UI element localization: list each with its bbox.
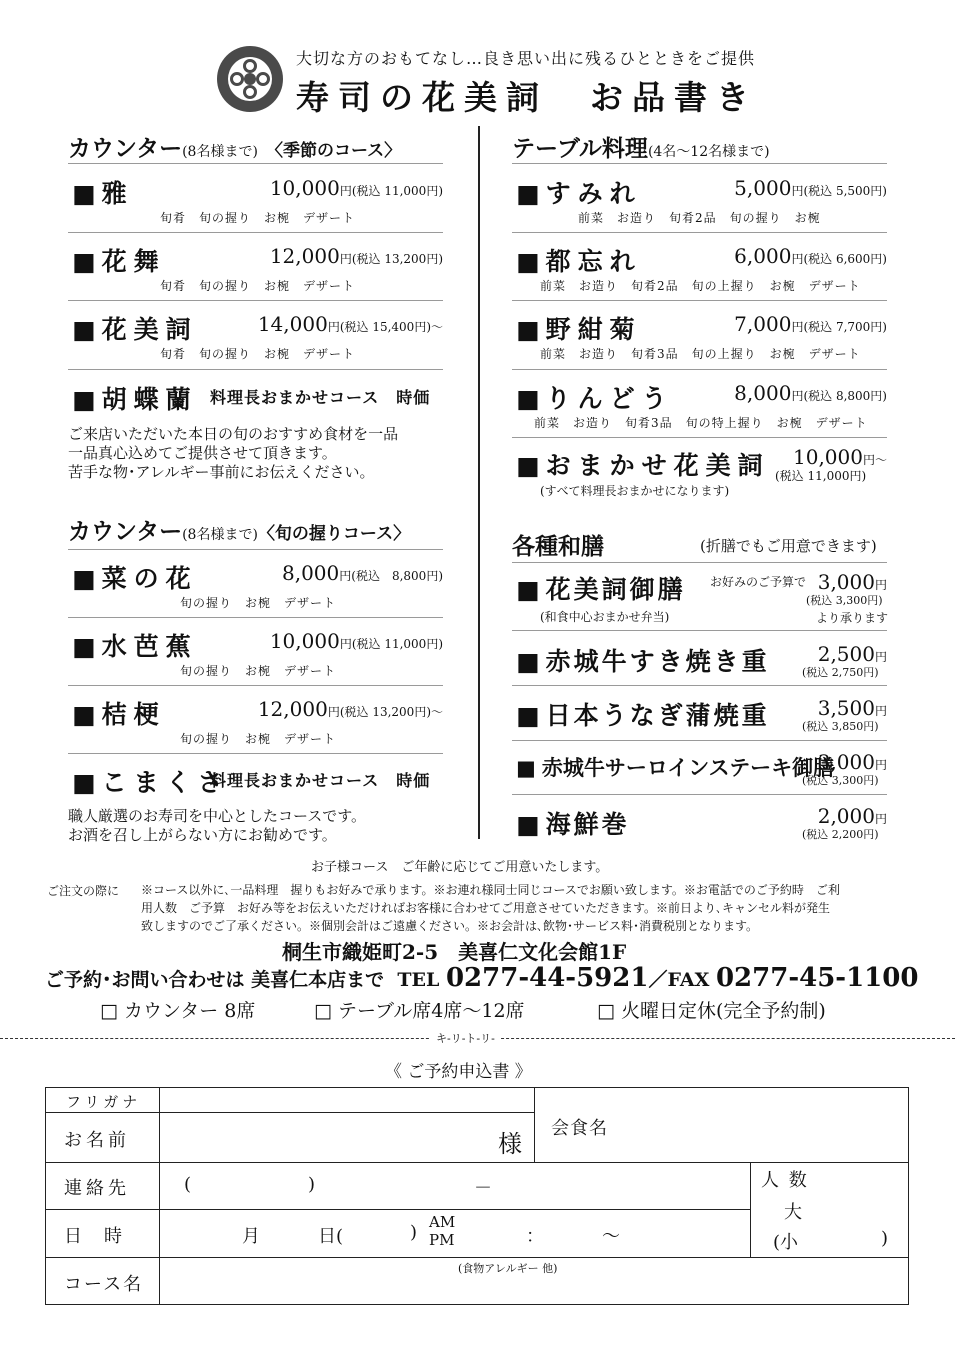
allergy-label: (食物アレルギー 他) bbox=[458, 1262, 558, 1275]
datetime-input[interactable] bbox=[196, 1211, 746, 1255]
menu-item-price: 2,000円 bbox=[817, 804, 887, 828]
menu-item-name: ■ すみれ bbox=[516, 179, 642, 208]
menu-item-name: ■ 花美詞 bbox=[72, 315, 198, 344]
contact-line: ご予約･お問い合わせは 美喜仁本店まで TEL 0277-44-5921／FAX 0277-45-1100 bbox=[45, 963, 919, 993]
date-label: 日 時 bbox=[64, 1226, 124, 1247]
course-note: ご来店いただいた本日の旬のおすすめ食材を一品 一品真心込めてご提供させて頂きます。 苦手な物･アレルギー事前にお伝えください。 bbox=[68, 425, 399, 481]
zen-note: (折膳でもご用意できます) bbox=[700, 537, 877, 555]
menu-item-price: 3,500円 bbox=[817, 696, 887, 720]
time-colon: ： bbox=[526, 1226, 544, 1247]
menu-item-price: 10,000円～ bbox=[793, 445, 887, 469]
order-notes: ※コース以外に､一品料理 握りもお好みで承ります。※お連れ様同士同じコースでお願い致します。※お電話でのご予約時 ご利 用人数 ご予算 お好み等をお伝えいただければお客様に合わせてご用意させていただきます。※前日より､キャンセル料が発生 致しますのでご了承ください。※個別会計はご遠慮ください。※お会計は､飲物･サービス料･消費税別となります。 bbox=[141, 883, 840, 933]
child-label: (小 bbox=[773, 1232, 799, 1253]
menu-item-desc: 前菜 お造り 旬肴3品 旬の上握り お椀 デザート bbox=[540, 347, 861, 361]
section-counter-nigiri-title: カウンター(8名様まで)〈旬の握りコース〉 bbox=[68, 518, 411, 545]
menu-item-desc: 旬肴 旬の握り お椀 デザート bbox=[160, 211, 356, 225]
time-tilde: ～ bbox=[602, 1226, 620, 1247]
menu-item-price: 12,000円(税込 13,200円) bbox=[269, 244, 443, 268]
section-counter-seasonal-title: カウンター(8名様まで) 〈季節のコース〉 bbox=[68, 135, 402, 162]
market-price-label: 料理長おまかせコース 時価 bbox=[210, 388, 431, 407]
fax-number: 0277-45-1100 bbox=[715, 963, 919, 993]
menu-item-price: 5,000円(税込 5,500円) bbox=[734, 176, 887, 200]
menu-item-price: 8,000円(税込 8,800円) bbox=[734, 381, 887, 405]
phone-input[interactable] bbox=[196, 1164, 746, 1208]
market-price-label: 料理長おまかせコース 時価 bbox=[210, 771, 431, 790]
seat-counter-check: □ カウンター 8席 bbox=[100, 1000, 256, 1022]
form-title: 《 ご予約申込書 》 bbox=[385, 1062, 532, 1082]
menu-item-price: 12,000円(税込 13,200円)～ bbox=[257, 697, 443, 721]
tagline: 大切な方のおもてなし…良き思い出に残るひとときをご提供 bbox=[296, 49, 756, 68]
month-label: 月 bbox=[242, 1226, 260, 1247]
section-zen-title: 各種和膳 bbox=[512, 533, 604, 560]
menu-item-price: 8,000円(税込 8,800円) bbox=[282, 561, 443, 585]
menu-item-price: 10,000円(税込 11,000円) bbox=[269, 629, 443, 653]
ampm-label: AM PM bbox=[429, 1213, 456, 1249]
seat-table-check: □ テーブル席4席～12席 bbox=[314, 1000, 525, 1022]
menu-item-price: 3,000円 bbox=[817, 570, 887, 594]
menu-item-name: ■ 赤城牛サーロインステーキ御膳 bbox=[516, 755, 835, 780]
course-note: 職人厳選のお寿司を中心としたコースです。 お酒を召し上がらない方にお勧めです。 bbox=[68, 807, 367, 844]
menu-item-tax: (税込 11,000円) bbox=[775, 469, 867, 483]
furigana-input[interactable] bbox=[160, 1088, 534, 1112]
menu-item-tax: (税込 3,300円) bbox=[806, 594, 883, 607]
day-label: 日( bbox=[318, 1226, 344, 1247]
menu-item-name: ■ 海鮮巻 bbox=[516, 810, 630, 839]
paren-close: ) bbox=[308, 1174, 316, 1195]
contact-label: 連絡先 bbox=[64, 1178, 130, 1199]
budget-after: より承ります bbox=[816, 611, 889, 625]
menu-item-special: ■ 胡蝶蘭 bbox=[72, 385, 198, 414]
name-input[interactable] bbox=[160, 1113, 490, 1161]
menu-item-sub: (和食中心おまかせ弁当) bbox=[540, 610, 670, 624]
menu-item-name: ■ 都忘れ bbox=[516, 247, 642, 276]
page-title: 寿司の花美詞 お品書き bbox=[296, 78, 758, 117]
menu-item-desc: 旬肴 旬の握り お椀 デザート bbox=[160, 347, 356, 361]
crest-logo bbox=[217, 46, 283, 112]
section-table-title: テーブル料理(4名～12名様まで) bbox=[512, 135, 770, 162]
order-notes-label: ご注文の際に bbox=[47, 884, 120, 898]
menu-item-name: ■ 赤城牛すき焼き重 bbox=[516, 647, 770, 676]
menu-item-desc: 前菜 お造り 旬肴2品 旬の上握り お椀 デザート bbox=[540, 279, 861, 293]
reservation-form bbox=[45, 1087, 909, 1305]
honorific-sama: 様 bbox=[498, 1130, 522, 1158]
day-close: ) bbox=[410, 1222, 418, 1243]
menu-item-price: 3,000円 bbox=[817, 750, 887, 774]
people-input[interactable] bbox=[806, 1194, 906, 1254]
cut-label: キ-リ-ト-リ- bbox=[430, 1030, 501, 1046]
paren-open: ( bbox=[184, 1174, 192, 1195]
menu-item-name: ■ 日本うなぎ蒲焼重 bbox=[516, 701, 770, 730]
menu-item-tax: (税込 2,750円) bbox=[802, 666, 879, 679]
menu-item-desc: 旬の握り お椀 デザート bbox=[180, 664, 337, 678]
name-label: お名前 bbox=[64, 1130, 130, 1151]
closed-day-check: □ 火曜日定休(完全予約制) bbox=[597, 1000, 826, 1022]
menu-item-name: ■ りんどう bbox=[516, 384, 674, 413]
menu-item-name: ■ 水芭蕉 bbox=[72, 632, 198, 661]
phone-dash: － bbox=[474, 1178, 492, 1199]
course-label: コース名 bbox=[64, 1274, 144, 1295]
menu-item-desc: 前菜 お造り 旬肴3品 旬の特上握り お椀 デザート bbox=[534, 416, 868, 430]
menu-item-desc: (すべて料理長おまかせになります) bbox=[540, 484, 730, 498]
menu-item-price: 7,000円(税込 7,700円) bbox=[734, 312, 887, 336]
child-close: ) bbox=[881, 1228, 889, 1249]
menu-item-name: ■ おまかせ花美詞 bbox=[516, 451, 770, 480]
adult-label: 大 bbox=[784, 1202, 802, 1223]
menu-item-name: ■ 桔梗 bbox=[72, 700, 166, 729]
address: 桐生市織姫町2-5 美喜仁文化会館1F bbox=[282, 940, 627, 964]
menu-item-special: ■ こまくさ bbox=[72, 768, 230, 797]
column-divider bbox=[478, 126, 480, 839]
menu-item-name: ■ 菜の花 bbox=[72, 564, 198, 593]
menu-item-tax: (税込 3,850円) bbox=[802, 720, 879, 733]
menu-item-name: ■ 野紺菊 bbox=[516, 315, 642, 344]
menu-item-price: 2,500円 bbox=[817, 642, 887, 666]
menu-item-name: ■ 花舞 bbox=[72, 247, 166, 276]
menu-item-price: 10,000円(税込 11,000円) bbox=[269, 176, 443, 200]
menu-item-tax: (税込 2,200円) bbox=[802, 828, 879, 841]
menu-item-price: 14,000円(税込 15,400円)～ bbox=[257, 312, 443, 336]
event-name-input[interactable] bbox=[535, 1132, 909, 1162]
people-label: 人 数 bbox=[761, 1170, 809, 1191]
budget-label: お好みのご予算で bbox=[710, 575, 807, 589]
menu-item-desc: 旬の握り お椀 デザート bbox=[180, 732, 337, 746]
menu-item-name: ■ 花美詞御膳 bbox=[516, 575, 686, 604]
menu-item-desc: 前菜 お造り 旬肴2品 旬の握り お椀 bbox=[578, 211, 821, 225]
menu-item-price: 6,000円(税込 6,600円) bbox=[734, 244, 887, 268]
menu-item-desc: 旬肴 旬の握り お椀 デザート bbox=[160, 279, 356, 293]
menu-item-tax: (税込 3,300円) bbox=[802, 774, 879, 787]
event-name-label: 会食名 bbox=[551, 1118, 608, 1139]
kids-course-note: お子様コース ご年齢に応じてご用意いたします。 bbox=[311, 860, 609, 875]
phone-number[interactable]: 0277-44-5921 bbox=[445, 963, 649, 993]
furigana-label: フリガナ bbox=[66, 1093, 142, 1111]
menu-item-desc: 旬の握り お椀 デザート bbox=[180, 596, 337, 610]
course-input[interactable] bbox=[160, 1258, 908, 1304]
menu-item-name: ■ 雅 bbox=[72, 179, 134, 208]
